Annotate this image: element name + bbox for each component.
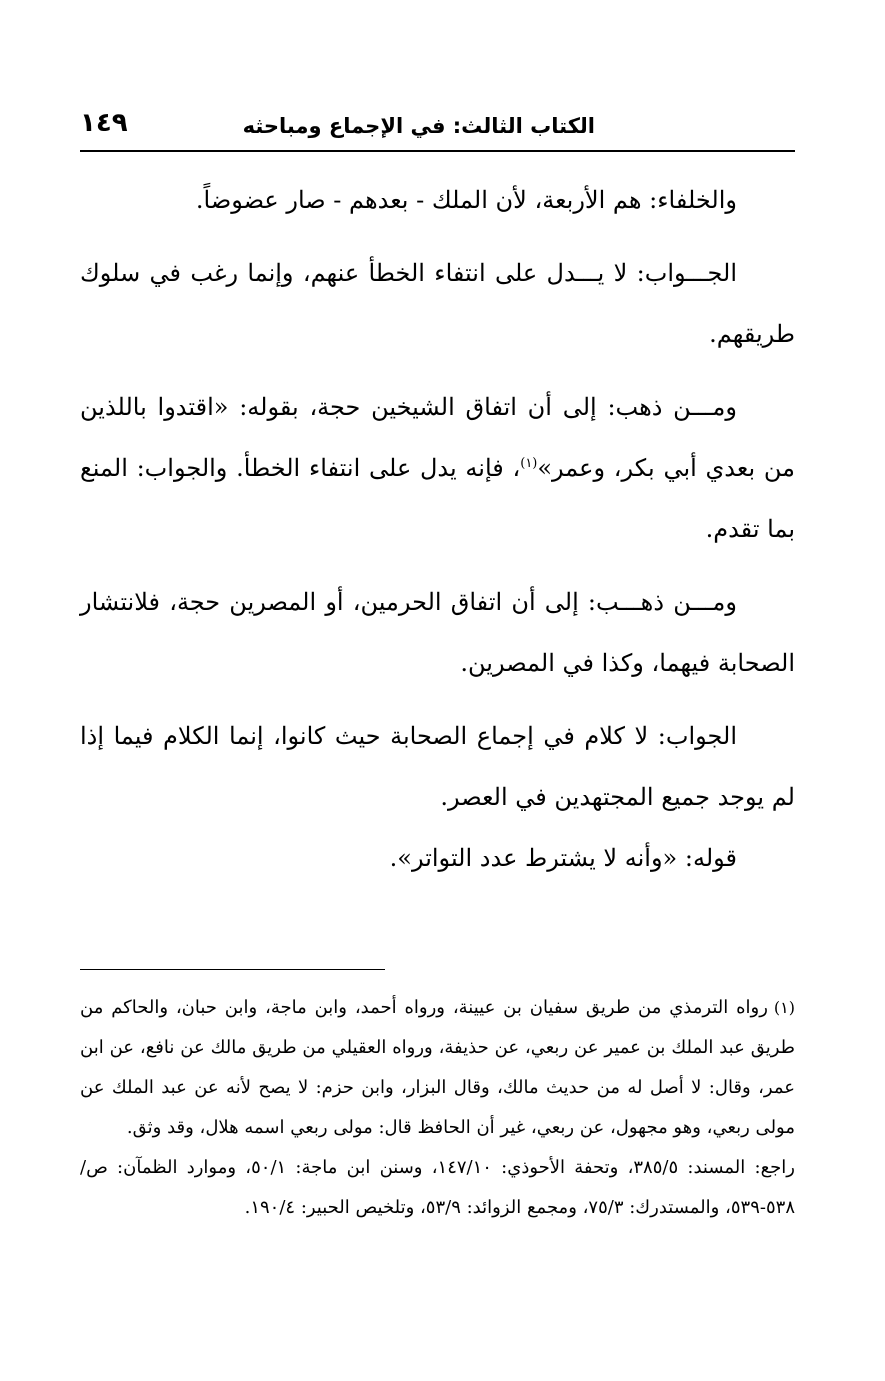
paragraph: الجـــواب: لا يـــدل على انتفاء الخطأ عنهم، وإنما رغب في سلوك طريقهم. <box>80 259 795 348</box>
footnote-reference[interactable]: (١) <box>520 456 538 471</box>
page-number: ١٤٩ <box>80 108 128 138</box>
paragraph: ومـــن ذهـــب: إلى أن اتفاق الحرمين، أو المصرين حجة، فلانتشار الصحابة فيهما، وكذا في المصرين. <box>80 588 795 677</box>
paragraph-text: ، فإنه يدل على انتفاء الخطأ. والجواب: المنع بما تقدم. <box>80 454 795 543</box>
paragraph: قوله: «وأنه لا يشترط عدد التواتر». <box>389 844 737 872</box>
paragraph-text: ومـــن ذهب: إلى أن اتفاق الشيخين حجة، بقوله: «اقتدوا باللذين من بعدي أبي بكر، وعمر» <box>80 393 796 482</box>
footnote-text: رواه الترمذي من طريق سفيان بن عيينة، ورواه أحمد، وابن ماجة، وابن حبان، والحاكم من طريق عبد الملك بن عمير عن ربعي، عن حذيفة، ورواه العقيلي من طريق مالك عن نافع، عن ابن عمر، وقال: لا أصل له من حديث مالك، وقال البزار، وابن حزم: لا يصح لأنه عن عبد الملك عن مولى ربعي، وهو مجهول، عن ربعي، غير أن الحافظ قال: مولى ربعي اسمه هلال، وقد وثق. <box>80 997 795 1138</box>
footnote-references: راجع: المسند: ٣٨٥/٥، وتحفة الأحوذي: ١٤٧/١٠، وسنن ابن ماجة: ٥٠/١، وموارد الظمآن: ص/٥٣٨-٥٣٩، والمستدرك: ٧٥/٣، ومجمع الزوائد: ٥٣/٩، وتلخيص الحبير: ١٩٠/٤. <box>80 1157 795 1218</box>
footnote <box>80 988 795 1148</box>
footnote-marker: (١) <box>773 998 795 1017</box>
footnotes <box>80 988 795 1228</box>
main-text <box>80 170 795 889</box>
paragraph: والخلفاء: هم الأربعة، لأن الملك - بعدهم - صار عضوضاً. <box>195 186 737 214</box>
running-title: الكتاب الثالث: في الإجماع ومباحثه <box>242 114 595 138</box>
paragraph: الجواب: لا كلام في إجماع الصحابة حيث كانوا، إنما الكلام فيما إذا لم يوجد جميع المجتهدين في العصر. <box>80 722 795 811</box>
page-header <box>80 100 795 152</box>
book-page <box>80 100 795 1228</box>
paragraph <box>80 377 795 560</box>
footnote-separator <box>80 969 385 970</box>
